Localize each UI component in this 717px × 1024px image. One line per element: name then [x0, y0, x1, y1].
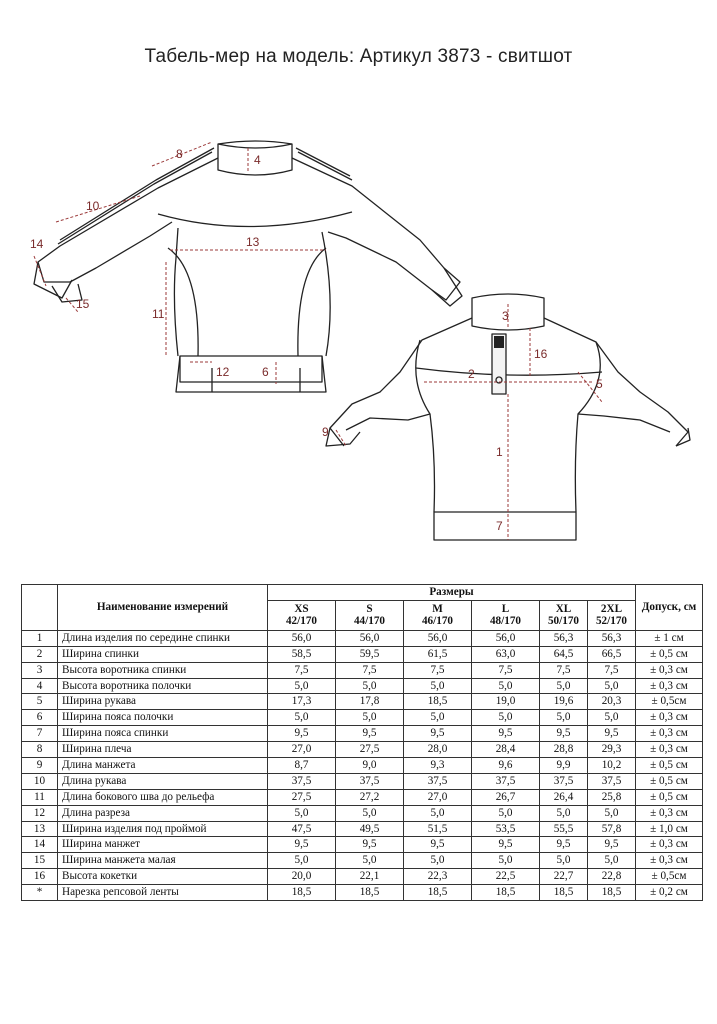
- table-body: [22, 630, 703, 900]
- size-value: 20,3: [588, 694, 636, 710]
- size-value: 5,0: [268, 805, 336, 821]
- dim-label-12: 12: [216, 365, 230, 379]
- size-value: 5,0: [336, 678, 404, 694]
- size-value: 53,5: [472, 821, 540, 837]
- front-view-sketch: [34, 141, 462, 392]
- table-row: [22, 837, 703, 853]
- size-value: 22,5: [472, 869, 540, 885]
- size-value: 18,5: [268, 885, 336, 901]
- size-value: 9,5: [336, 726, 404, 742]
- size-value: 22,8: [588, 869, 636, 885]
- measurement-name: Длина разреза: [58, 805, 268, 821]
- tolerance-value: ± 0,3 см: [636, 742, 703, 758]
- tolerance-value: ± 0,3 см: [636, 662, 703, 678]
- size-value: 5,0: [540, 678, 588, 694]
- dim-label-14: 14: [30, 237, 44, 251]
- size-value: 5,0: [540, 853, 588, 869]
- size-value: 5,0: [404, 710, 472, 726]
- size-value: 7,5: [472, 662, 540, 678]
- size-value: 63,0: [472, 646, 540, 662]
- size-value: 56,0: [472, 630, 540, 646]
- row-number: 16: [22, 869, 58, 885]
- dim-label-1: 1: [496, 445, 503, 459]
- row-number: 4: [22, 678, 58, 694]
- measurement-name: Ширина манжета малая: [58, 853, 268, 869]
- size-value: 27,5: [268, 789, 336, 805]
- size-value: 27,0: [404, 789, 472, 805]
- dim-label-16: 16: [534, 347, 548, 361]
- size-value: 5,0: [404, 805, 472, 821]
- size-value: 8,7: [268, 758, 336, 774]
- size-value: 22,3: [404, 869, 472, 885]
- size-value: 66,5: [588, 646, 636, 662]
- size-value: 59,5: [336, 646, 404, 662]
- table-header-row-1: [22, 585, 703, 601]
- size-label: XS: [294, 603, 309, 616]
- tolerance-value: ± 0,2 см: [636, 885, 703, 901]
- size-code: 48/170: [489, 615, 522, 628]
- size-value: 37,5: [268, 773, 336, 789]
- row-number: 10: [22, 773, 58, 789]
- back-dimension-lines: [336, 304, 602, 540]
- size-value: 10,2: [588, 758, 636, 774]
- measurement-name: Нарезка репсовой ленты: [58, 885, 268, 901]
- size-header-2xl: [588, 600, 636, 630]
- size-value: 22,7: [540, 869, 588, 885]
- size-code: 50/170: [547, 615, 580, 628]
- size-value: 7,5: [540, 662, 588, 678]
- size-value: 9,9: [540, 758, 588, 774]
- table-row: [22, 821, 703, 837]
- row-number: 12: [22, 805, 58, 821]
- page-title: Табель-мер на модель: Артикул 3873 - свитшот: [144, 46, 573, 67]
- size-value: 9,5: [588, 726, 636, 742]
- dim-label-15: 15: [76, 297, 90, 311]
- size-value: 26,7: [472, 789, 540, 805]
- size-value: 64,5: [540, 646, 588, 662]
- front-dimension-lines: [34, 142, 326, 384]
- size-value: 5,0: [268, 710, 336, 726]
- row-number: 9: [22, 758, 58, 774]
- row-number: 13: [22, 821, 58, 837]
- col-header-sizes: Размеры: [268, 585, 636, 601]
- size-value: 9,0: [336, 758, 404, 774]
- size-value: 18,5: [404, 694, 472, 710]
- dim-label-9: 9: [322, 425, 329, 439]
- row-number: 3: [22, 662, 58, 678]
- size-value: 56,0: [404, 630, 472, 646]
- tolerance-value: ± 0,5 см: [636, 773, 703, 789]
- size-value: 22,1: [336, 869, 404, 885]
- row-number: 2: [22, 646, 58, 662]
- table-row: [22, 869, 703, 885]
- size-code: 42/170: [285, 615, 318, 628]
- col-header-number: [22, 585, 58, 631]
- tolerance-value: ± 0,3 см: [636, 726, 703, 742]
- size-value: 5,0: [404, 678, 472, 694]
- size-value: 5,0: [472, 710, 540, 726]
- dim-label-6: 6: [262, 365, 269, 379]
- size-value: 9,5: [588, 837, 636, 853]
- size-code: 52/170: [595, 615, 628, 628]
- size-value: 5,0: [336, 853, 404, 869]
- table-row: [22, 726, 703, 742]
- measurement-name: Ширина манжет: [58, 837, 268, 853]
- size-value: 37,5: [404, 773, 472, 789]
- size-value: 49,5: [336, 821, 404, 837]
- dim-label-3: 3: [502, 309, 509, 323]
- row-number: 15: [22, 853, 58, 869]
- size-value: 55,5: [540, 821, 588, 837]
- size-value: 37,5: [588, 773, 636, 789]
- size-value: 27,2: [336, 789, 404, 805]
- size-value: 56,3: [540, 630, 588, 646]
- size-value: 5,0: [336, 710, 404, 726]
- size-label: M: [432, 603, 443, 616]
- size-value: 5,0: [540, 710, 588, 726]
- size-value: 37,5: [336, 773, 404, 789]
- row-number: 5: [22, 694, 58, 710]
- size-code: 46/170: [421, 615, 454, 628]
- tolerance-value: ± 0,5 см: [636, 789, 703, 805]
- dim-label-2: 2: [468, 367, 475, 381]
- size-label: S: [366, 603, 373, 616]
- dim-label-8: 8: [176, 147, 183, 161]
- tolerance-value: ± 0,3 см: [636, 837, 703, 853]
- col-header-name: Наименование измерений: [58, 585, 268, 631]
- size-value: 19,0: [472, 694, 540, 710]
- table-row: [22, 678, 703, 694]
- measurement-name: Длина манжета: [58, 758, 268, 774]
- row-number: 14: [22, 837, 58, 853]
- size-value: 9,6: [472, 758, 540, 774]
- size-value: 18,5: [472, 885, 540, 901]
- size-value: 5,0: [336, 805, 404, 821]
- size-value: 9,5: [472, 837, 540, 853]
- size-value: 28,8: [540, 742, 588, 758]
- size-value: 26,4: [540, 789, 588, 805]
- measurement-name: Длина изделия по середине спинки: [58, 630, 268, 646]
- size-value: 51,5: [404, 821, 472, 837]
- measurement-name: Высота воротника полочки: [58, 678, 268, 694]
- size-value: 9,5: [404, 837, 472, 853]
- size-value: 5,0: [540, 805, 588, 821]
- measurement-name: Ширина рукава: [58, 694, 268, 710]
- table-row: [22, 758, 703, 774]
- size-value: 7,5: [404, 662, 472, 678]
- size-value: 7,5: [336, 662, 404, 678]
- size-value: 5,0: [268, 853, 336, 869]
- size-value: 28,4: [472, 742, 540, 758]
- measurement-name: Ширина спинки: [58, 646, 268, 662]
- tolerance-value: ± 0,5см: [636, 694, 703, 710]
- tolerance-value: ± 0,3 см: [636, 805, 703, 821]
- table-row: [22, 853, 703, 869]
- table-row: [22, 789, 703, 805]
- tolerance-value: ± 0,5 см: [636, 758, 703, 774]
- size-value: 56,0: [268, 630, 336, 646]
- size-value: 5,0: [268, 678, 336, 694]
- size-value: 56,3: [588, 630, 636, 646]
- size-header-l: [472, 600, 540, 630]
- size-label: XL: [555, 603, 572, 616]
- measurement-name: Высота кокетки: [58, 869, 268, 885]
- table-row: [22, 710, 703, 726]
- measurement-table: [21, 584, 703, 901]
- size-value: 9,5: [336, 837, 404, 853]
- size-value: 25,8: [588, 789, 636, 805]
- tolerance-value: ± 0,3 см: [636, 853, 703, 869]
- size-value: 17,8: [336, 694, 404, 710]
- size-header-s: [336, 600, 404, 630]
- table-row: [22, 885, 703, 901]
- size-label: 2XL: [600, 603, 623, 616]
- measurement-name: Ширина плеча: [58, 742, 268, 758]
- dim-label-4: 4: [254, 153, 261, 167]
- size-value: 27,0: [268, 742, 336, 758]
- dim-label-13: 13: [246, 235, 260, 249]
- size-value: 7,5: [588, 662, 636, 678]
- measurement-name: Длина рукава: [58, 773, 268, 789]
- size-value: 27,5: [336, 742, 404, 758]
- size-value: 37,5: [472, 773, 540, 789]
- size-value: 18,5: [404, 885, 472, 901]
- size-header-xs: [268, 600, 336, 630]
- tolerance-value: ± 0,3 см: [636, 710, 703, 726]
- size-value: 5,0: [588, 678, 636, 694]
- measurement-name: Высота воротника спинки: [58, 662, 268, 678]
- size-value: 9,5: [404, 726, 472, 742]
- table-row: [22, 742, 703, 758]
- size-value: 5,0: [472, 853, 540, 869]
- row-number: 6: [22, 710, 58, 726]
- row-number: 1: [22, 630, 58, 646]
- measurement-name: Ширина пояса спинки: [58, 726, 268, 742]
- measurement-name: Ширина изделия под проймой: [58, 821, 268, 837]
- row-number: *: [22, 885, 58, 901]
- table-row: [22, 662, 703, 678]
- size-code: 44/170: [353, 615, 386, 628]
- size-value: 5,0: [472, 805, 540, 821]
- dim-label-5: 5: [596, 377, 603, 391]
- size-value: 20,0: [268, 869, 336, 885]
- size-value: 47,5: [268, 821, 336, 837]
- size-value: 18,5: [588, 885, 636, 901]
- size-value: 9,5: [472, 726, 540, 742]
- size-value: 18,5: [336, 885, 404, 901]
- size-value: 5,0: [588, 853, 636, 869]
- size-value: 58,5: [268, 646, 336, 662]
- size-value: 9,5: [268, 726, 336, 742]
- tolerance-value: ± 0,5см: [636, 869, 703, 885]
- size-value: 5,0: [472, 678, 540, 694]
- size-value: 28,0: [404, 742, 472, 758]
- tolerance-value: ± 0,5 см: [636, 646, 703, 662]
- dim-label-10: 10: [86, 199, 100, 213]
- size-value: 9,5: [540, 837, 588, 853]
- measurement-name: Ширина пояса полочки: [58, 710, 268, 726]
- size-value: 17,3: [268, 694, 336, 710]
- size-label: L: [501, 603, 510, 616]
- col-header-tolerance: Допуск, см: [636, 585, 703, 631]
- table-row: [22, 630, 703, 646]
- size-header-m: [404, 600, 472, 630]
- size-value: 7,5: [268, 662, 336, 678]
- size-value: 18,5: [540, 885, 588, 901]
- size-header-xl: [540, 600, 588, 630]
- table-row: [22, 694, 703, 710]
- tolerance-value: ± 1,0 см: [636, 821, 703, 837]
- size-value: 29,3: [588, 742, 636, 758]
- size-value: 5,0: [404, 853, 472, 869]
- tolerance-value: ± 0,3 см: [636, 678, 703, 694]
- size-value: 9,5: [540, 726, 588, 742]
- size-value: 57,8: [588, 821, 636, 837]
- table-row: [22, 646, 703, 662]
- size-value: 9,5: [268, 837, 336, 853]
- size-value: 61,5: [404, 646, 472, 662]
- dim-label-7: 7: [496, 519, 503, 533]
- table-row: [22, 805, 703, 821]
- tolerance-value: ± 1 см: [636, 630, 703, 646]
- row-number: 8: [22, 742, 58, 758]
- measurement-name: Длина бокового шва до рельефа: [58, 789, 268, 805]
- row-number: 7: [22, 726, 58, 742]
- front-dimension-labels: [30, 147, 269, 379]
- size-value: 5,0: [588, 710, 636, 726]
- row-number: 11: [22, 789, 58, 805]
- size-value: 37,5: [540, 773, 588, 789]
- size-value: 19,6: [540, 694, 588, 710]
- size-value: 56,0: [336, 630, 404, 646]
- size-value: 9,3: [404, 758, 472, 774]
- size-value: 5,0: [588, 805, 636, 821]
- table-row: [22, 773, 703, 789]
- dim-label-11: 11: [152, 307, 165, 321]
